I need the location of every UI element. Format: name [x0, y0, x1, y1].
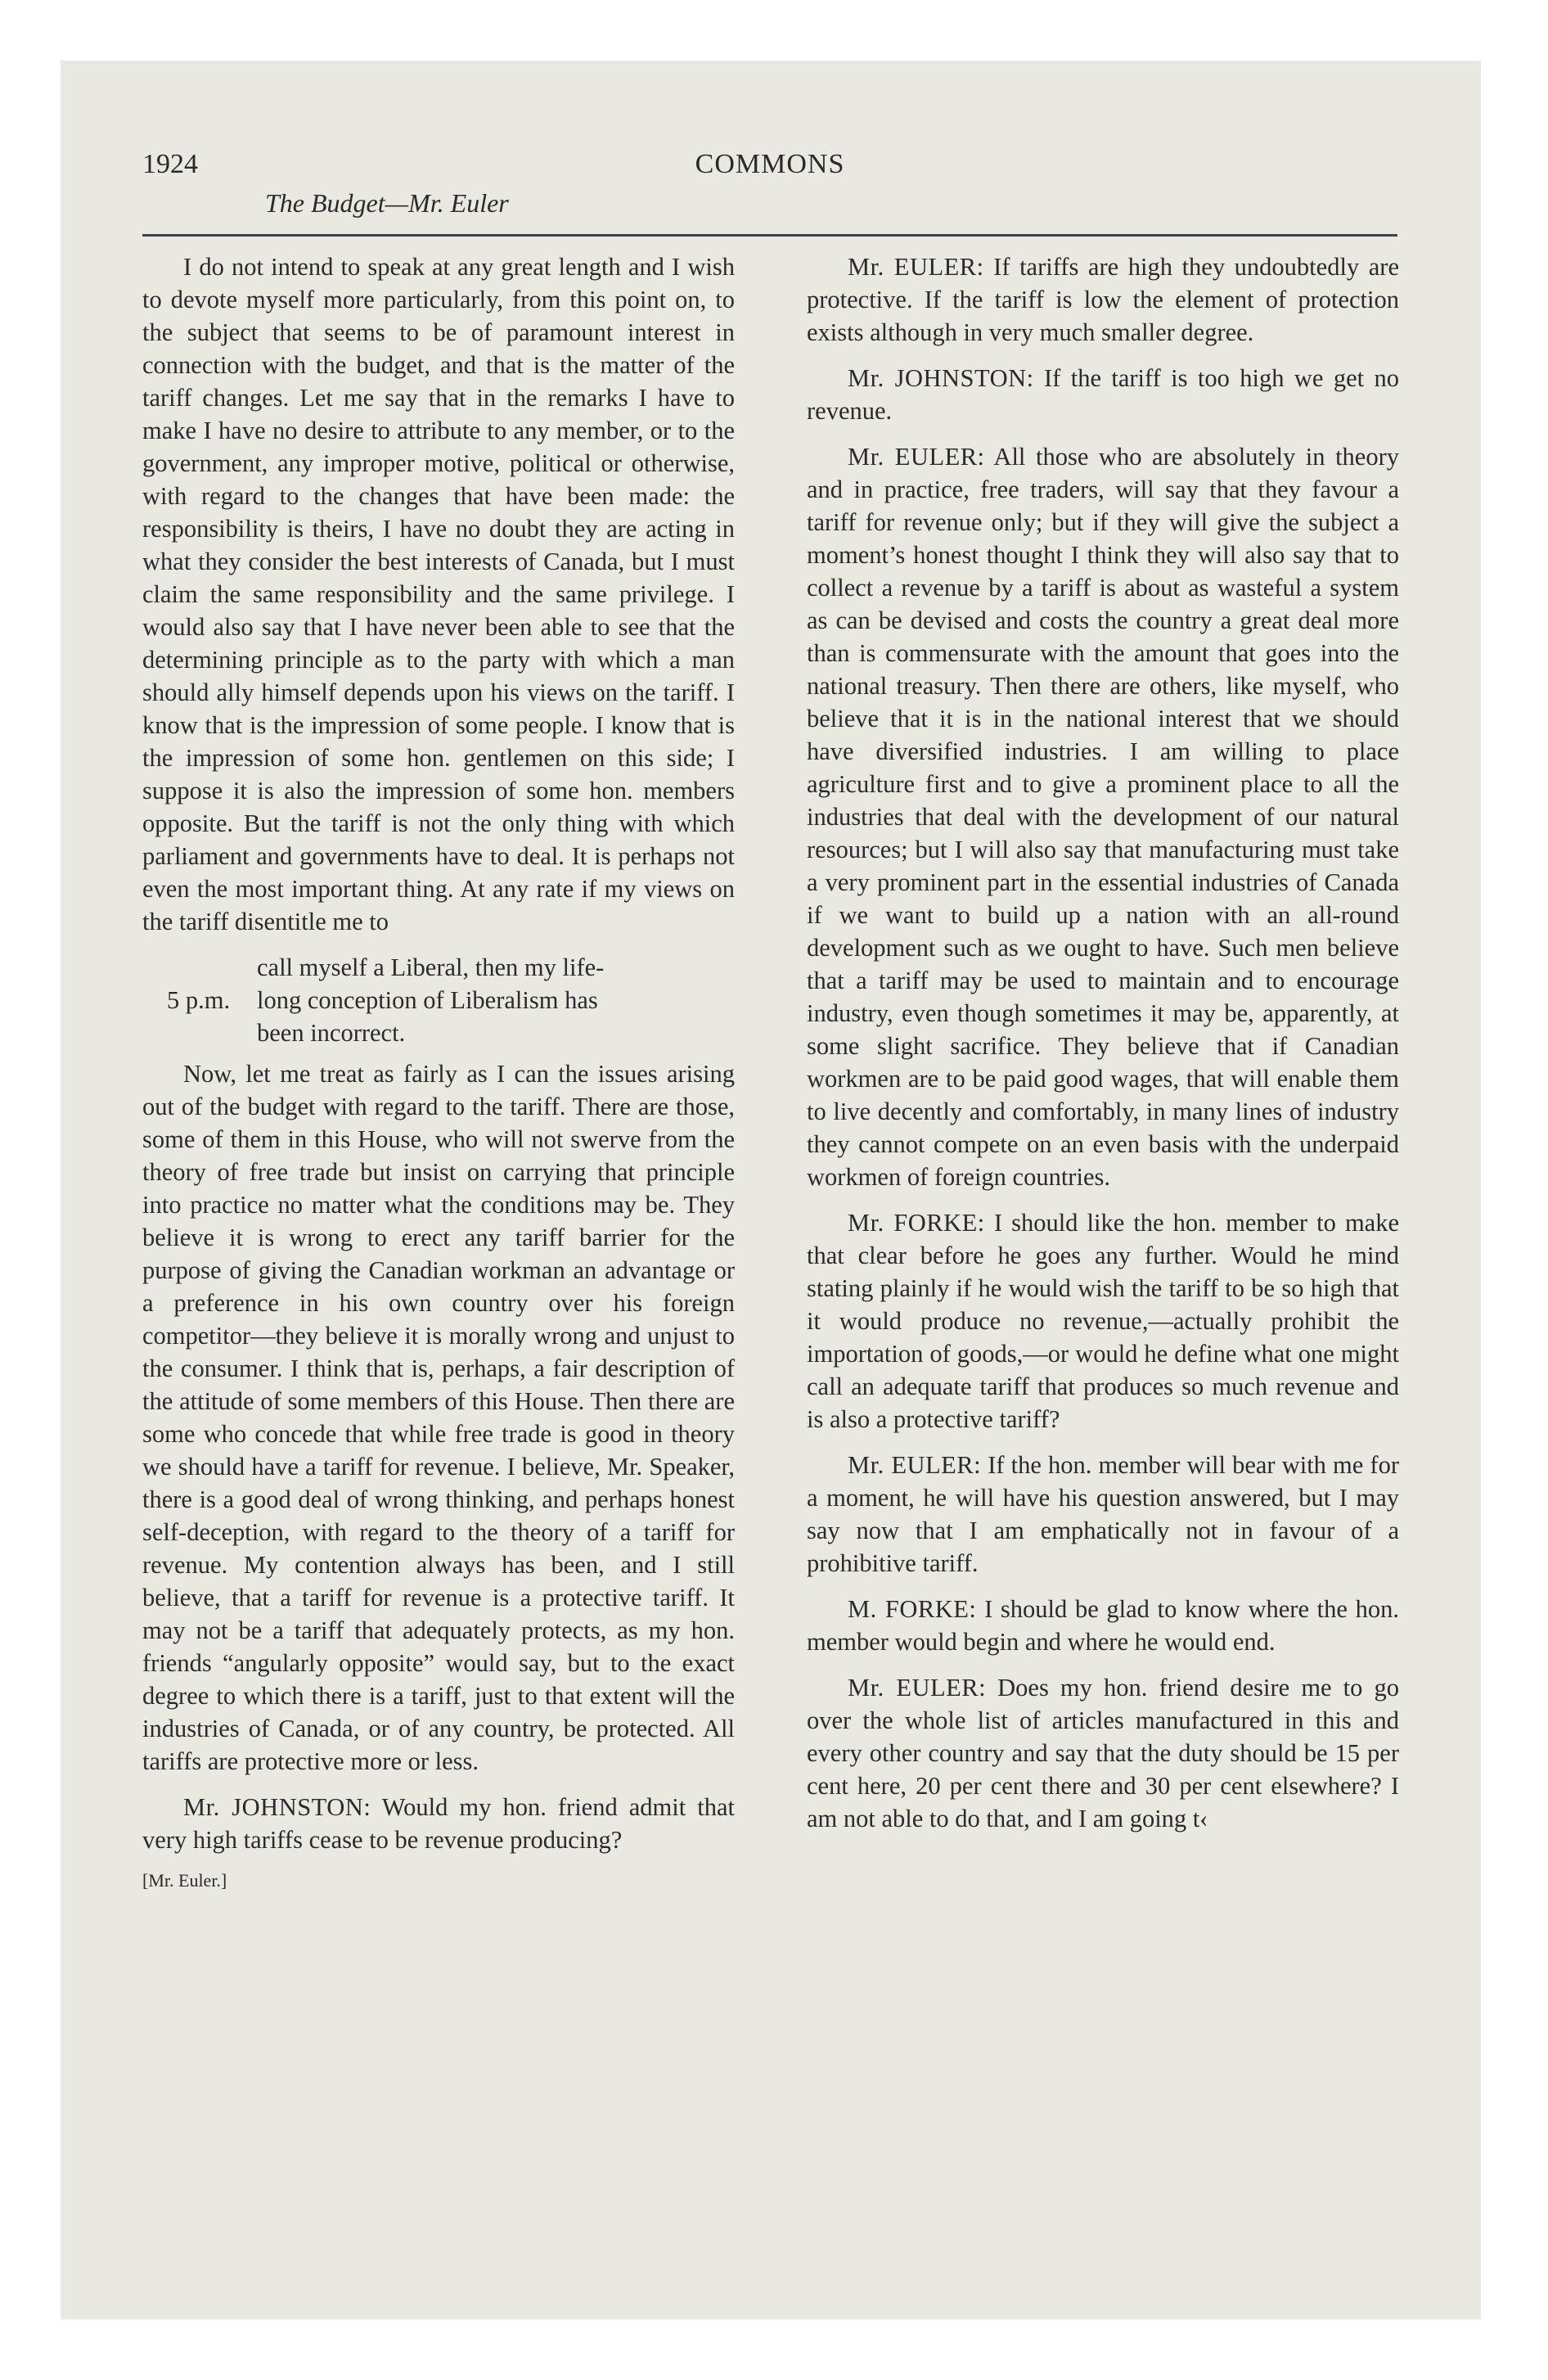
running-head: The Budget—Mr. Euler [265, 188, 509, 218]
marginal-line: call myself a Liberal, then my life- [257, 953, 605, 981]
speech-paragraph [807, 1593, 1399, 1658]
speech-text: I should like the hon. member to make that clear before he goes any further. Would he mind stating plainly if he would wish the tariff to be so high that it would produce no revenue,—actually prohibit the importation of goods,—or would he define what one might call an adequate tariff that produces so much revenue and is also a protective tariff? [807, 1209, 1399, 1433]
speech-paragraph [807, 1206, 1399, 1436]
speaker-name: Mr. EULER: [848, 1674, 987, 1702]
speech-text: Would my hon. friend admit that very high tariffs cease to be revenue producing? [142, 1793, 735, 1854]
speaker-name: Mr. JOHNSTON: [848, 364, 1034, 392]
speech-text: If tariffs are high they undoubtedly are protective. If the tariff is low the element of protection exists although in very much smaller degree. [807, 253, 1399, 346]
header-title: COMMONS [695, 149, 845, 179]
speech-paragraph [807, 362, 1399, 427]
speech-paragraph [807, 1449, 1399, 1580]
speech-paragraph [807, 250, 1399, 349]
page-number: 1924 [142, 149, 198, 179]
speaker-name: Mr. FORKE: [848, 1209, 985, 1237]
left-column [142, 250, 735, 2231]
speech-text: Does my hon. friend desire me to go over the whole list of articles manufactured in this and every other country and say that the duty should be 15 per cent here, 20 per cent there and 30 per cent elsewhere? I am not able to do that, and I am going t‹ [807, 1674, 1399, 1832]
speaker-name: Mr. JOHNSTON: [183, 1793, 371, 1821]
speaker-name: Mr. EULER: [848, 253, 984, 281]
speaker-name: Mr. EULER: [848, 1451, 982, 1479]
speaker-name: M. FORKE: [848, 1595, 977, 1623]
page-header [142, 149, 1397, 247]
footnote: [Mr. Euler.] [142, 1870, 227, 1891]
speech-text: All those who are absolutely in theory and in practice, free traders, will say that they favour a tariff for revenue only; but if they will give the subject a moment’s honest thought I think they will also say that to collect a revenue by a tariff is about as wasteful a system as can be devised and costs the country a great deal more than is commensurate with the amount that goes into the national treasury. Then there are others, like myself, who believe that it is in the national interest that we should have diversified industries. I am willing to place agriculture first and to give a prominent place to all the industries that deal with the development of our natural resources; but I will also say that manufacturing must take a very prominent part in the essential industries of Canada if we want to build up a nation with an all-round development such as we ought to have. Such men believe that a tariff may be used to maintain and to encourage industry, even though sometimes it may be, apparently, at some slight sacrifice. They believe that if Canadian workmen are to be paid good wages, that will enable them to live decently and comfortably, in many lines of industry they cannot compete on an even basis with the underpaid workmen of foreign countries. [807, 443, 1399, 1191]
header-rule [142, 234, 1397, 237]
speech-paragraph [807, 440, 1399, 1193]
speech-text: If the tariff is too high we get no revenue. [807, 364, 1399, 425]
marginal-note-block [142, 951, 735, 1049]
marginal-line: been incorrect. [257, 1019, 406, 1047]
right-column [807, 250, 1399, 2231]
speaker-name: Mr. EULER: [848, 443, 985, 471]
document-page [61, 61, 1481, 2319]
speech-text: I should be glad to know where the hon. member would begin and where he would end. [807, 1595, 1399, 1656]
speech-text: If the hon. member will bear with me for a moment, he will have his question answered, but I may say now that I am emphatically not in favour of a prohibitive tariff. [807, 1451, 1399, 1577]
paragraph: I do not intend to speak at any great length and I wish to devote myself more particularly, from this point on, to the subject that seems to be of paramount interest in connection with the budget, and that is the matter of the tariff changes. Let me say that in the remarks I have to make I have no desire to attribute to any member, or to the government, any improper motive, political or otherwise, with regard to the changes that have been made: the responsibility is theirs, I have no doubt they are acting in what they consider the best interests of Canada, but I must claim the same responsibility and the same privilege. I would also say that I have never been able to see that the determining principle as to the party with which a man should ally himself depends upon his views on the tariff. I know that is the impression of some people. I know that is the impression of some hon. gentlemen on this side; I suppose it is also the impression of some hon. members opposite. But the tariff is not the only thing with which parliament and governments have to deal. It is perhaps not even the most important thing. At any rate if my views on the tariff disentitle me to [142, 253, 735, 935]
speech-paragraph [807, 1671, 1399, 1835]
speech-paragraph [142, 1791, 735, 1856]
marginal-line: long conception of Liberalism has [257, 986, 598, 1014]
marginal-time: 5 p.m. [167, 986, 231, 1014]
marginal-text [257, 951, 735, 1049]
paragraph: Now, let me treat as fairly as I can the issues arising out of the budget with regard to the tariff. There are those, some of them in this House, who will not swerve from the theory of free trade but insist on carrying that principle into practice no matter what the conditions may be. They believe it is wrong to erect any tariff barrier for the purpose of giving the Canadian workman an advantage or a preference in his own country over his foreign competitor—they believe it is morally wrong and unjust to the consumer. I think that is, perhaps, a fair description of the attitude of some members of this House. Then there are some who concede that while free trade is good in theory we should have a tariff for revenue. I believe, Mr. Speaker, there is a good deal of wrong thinking, and perhaps honest self-deception, with regard to the theory of a tariff for revenue. My contention always has been, and I still believe, that a tariff for revenue is a protective tariff. It may not be a tariff that adequately protects, as my hon. friends “angularly opposite” would say, but to the exact degree to which there is a tariff, just to that extent will the industries of Canada, or of any country, be protected. All tariffs are protective more or less. [142, 1060, 735, 1775]
